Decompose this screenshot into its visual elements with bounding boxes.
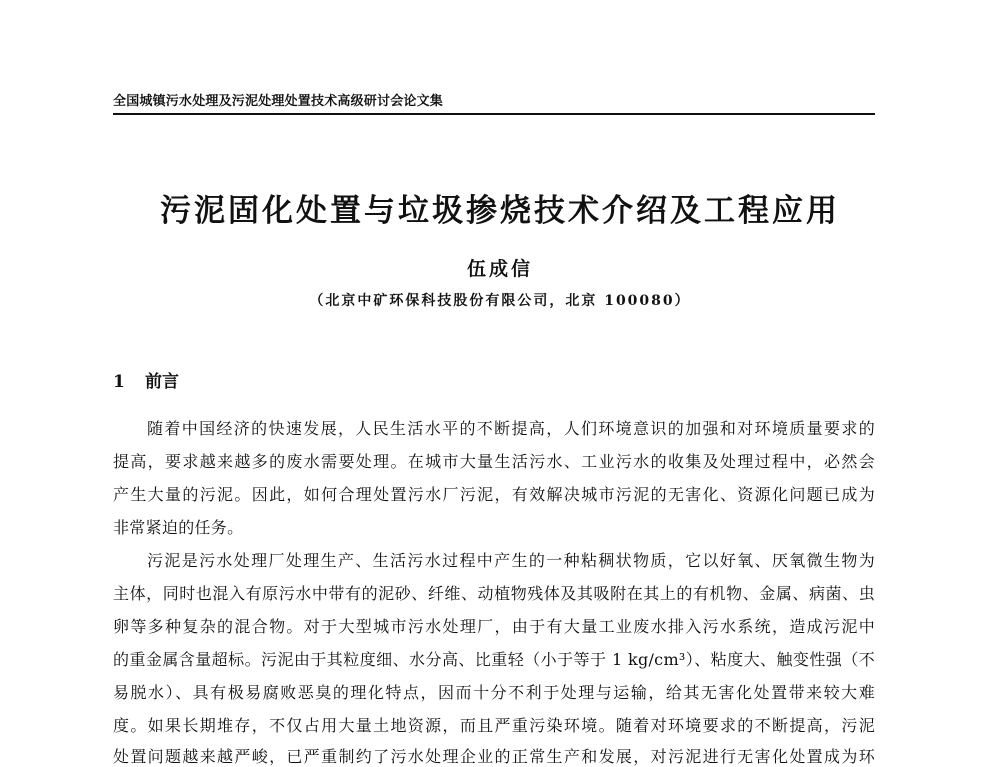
body-line: 产生大量的污泥。因此，如何合理处置污水厂污泥，有效解决城市污泥的无害化、资源化问题已成为	[113, 485, 875, 504]
body-line: 卵等多种复杂的混合物。对于大型城市污水处理厂，由于有大量工业废水排入污水系统，造成污泥中	[113, 617, 875, 636]
body-line: 非常紧迫的任务。	[113, 518, 244, 537]
section-number: 1	[113, 372, 125, 392]
body-line: 的重金属含量超标。污泥由于其粒度细、水分高、比重轻（小于等于 1 kg/cm³）、粘度大、触变性强（不	[113, 650, 875, 669]
author-affiliation: （北京中矿环保科技股份有限公司，北京 100080）	[309, 293, 691, 309]
paper-title: 污泥固化处置与垃圾掺烧技术介绍及工程应用	[160, 193, 840, 229]
body-line: 主体，同时也混入有原污水中带有的泥砂、纤维、动植物残体及其吸附在其上的有机物、金属、病菌、虫	[113, 584, 875, 603]
body-line: 易脱水）、具有极易腐败恶臭的理化特点，因而十分不利于处理与运输，给其无害化处置带来较大难	[113, 683, 875, 702]
body-line: 处置问题越来越严峻，已严重制约了污水处理企业的正常生产和发展，对污泥进行无害化处置成为环	[113, 747, 875, 766]
body-line: 随着中国经济的快速发展，人民生活水平的不断提高，人们环境意识的加强和对环境质量要求的	[147, 419, 875, 438]
body-line: 污泥是污水处理厂处理生产、生活污水过程中产生的一种粘稠状物质，它以好氧、厌氧微生物为	[147, 551, 875, 570]
section-title: 前言	[145, 372, 179, 392]
body-line: 度。如果长期堆存，不仅占用大量土地资源，而且严重污染环境。随着对环境要求的不断提高，污泥	[113, 716, 875, 735]
body-line: 提高，要求越来越多的废水需要处理。在城市大量生活污水、工业污水的收集及处理过程中，必然会	[113, 452, 875, 471]
author-name: 伍成信	[466, 258, 533, 280]
section-heading	[113, 367, 179, 392]
header-rule	[113, 113, 875, 115]
running-header: 全国城镇污水处理及污泥处理处置技术高级研讨会论文集	[113, 94, 444, 109]
